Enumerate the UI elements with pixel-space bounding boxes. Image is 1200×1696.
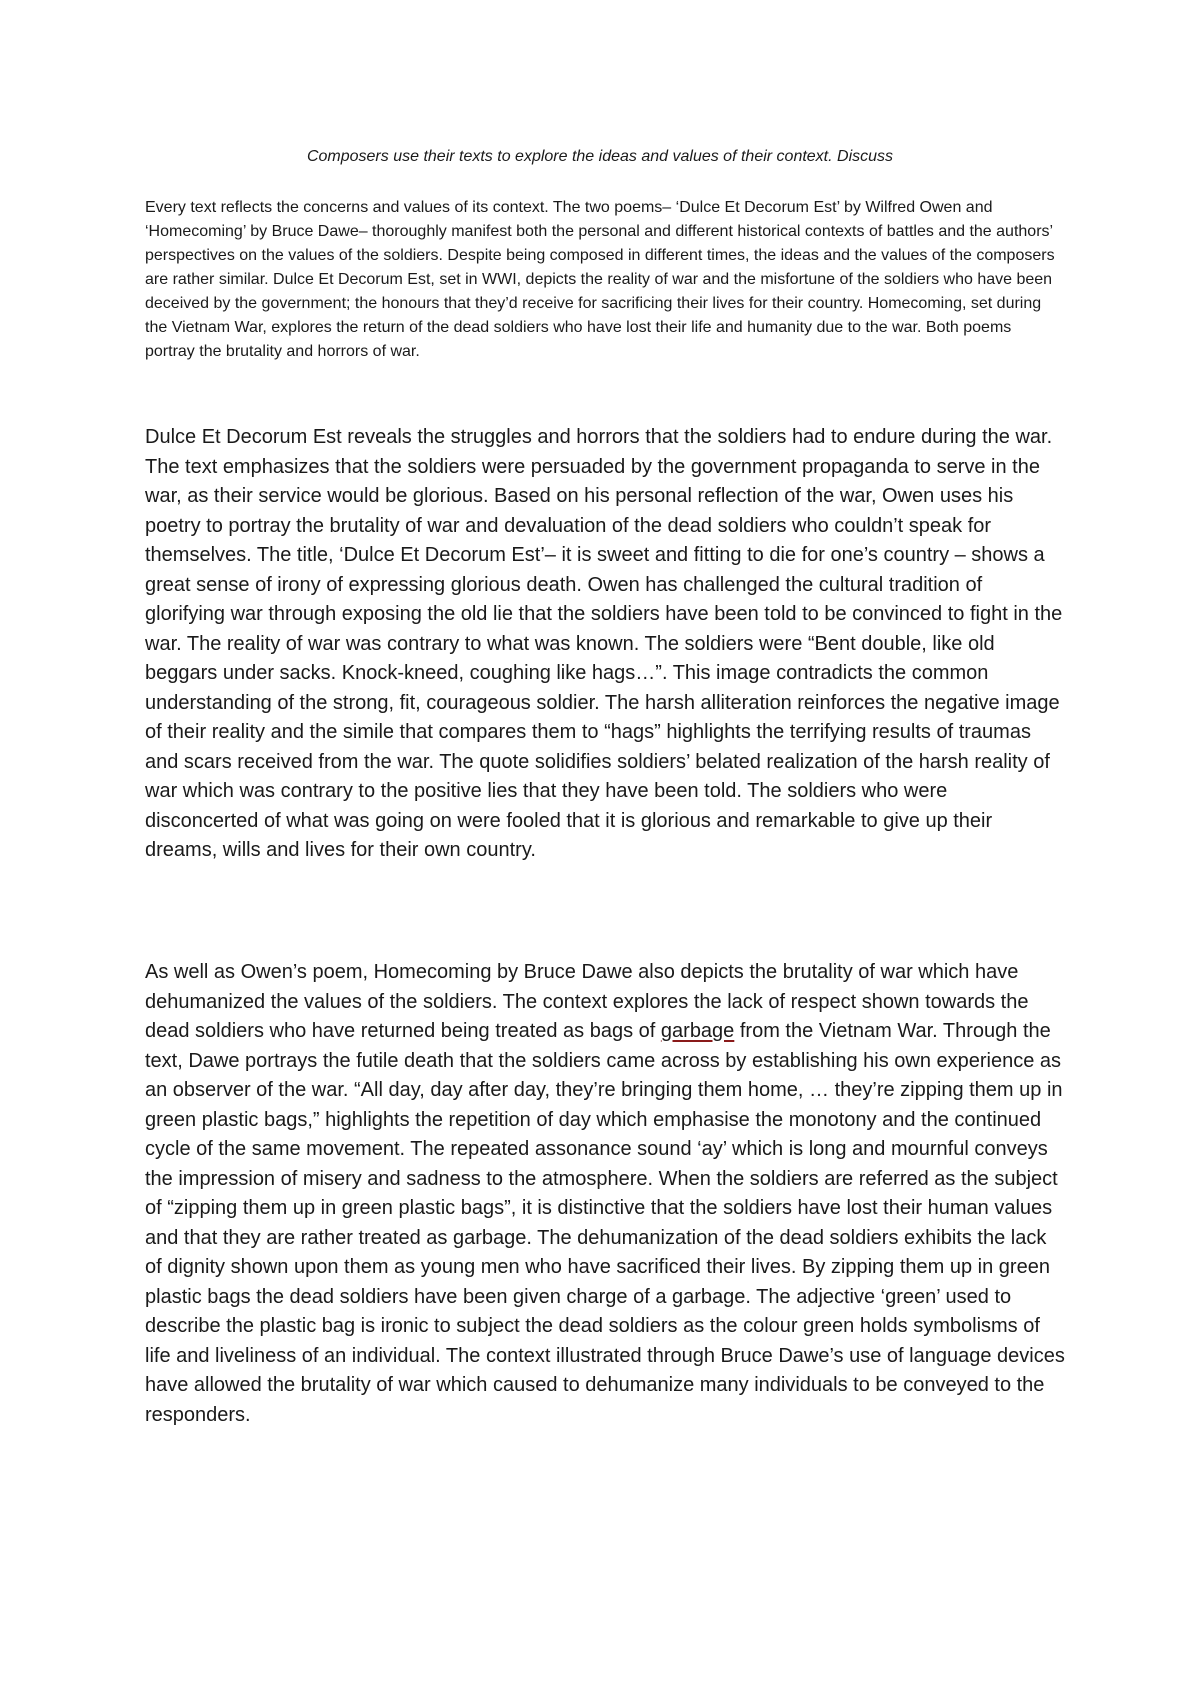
paragraph-text-segment: As well as Owen’s poem, Homecoming by Bruce Dawe also depicts the brutality of war which have dehumanized the values of the soldiers. The context explores the lack of respect shown towards the dead soldiers who have returned being treated as bags of — [145, 961, 1029, 1042]
essay-title: Composers use their texts to explore the ideas and values of their context. Discuss — [306, 148, 894, 165]
underlined-word: garbage — [660, 1020, 735, 1042]
body-paragraph-dawe — [145, 958, 1065, 1430]
intro-paragraph: Every text reflects the concerns and values of its context. The two poems– ‘Dulce Et Decorum Est’ by Wilfred Owen and ‘Homecoming’ by Bruce Dawe– thoroughly manifest both the personal and different historical contexts of battles and the authors’ perspectives on the values of the soldiers. Despite being composed in different times, the ideas and the values of the composers are rather similar. Dulce Et Decorum Est, set in WWI, depicts the reality of war and the misfortune of the soldiers who have been deceived by the government; the honours that they’d receive for sacrificing their lives for their country. Homecoming, set during the Vietnam War, explores the return of the dead soldiers who have lost their life and humanity due to the war. Both poems portray the brutality and horrors of war. — [145, 199, 1055, 360]
body-paragraph-owen: Dulce Et Decorum Est reveals the struggles and horrors that the soldiers had to endure during the war. The text emphasizes that the soldiers were persuaded by the government propaganda to serve in the war, as their service would be glorious. Based on his personal reflection of the war, Owen uses his poetry to portray the brutality of war and devaluation of the dead soldiers who couldn’t speak for themselves. The title, ‘Dulce Et Decorum Est’– it is sweet and fitting to die for one’s country – shows a great sense of irony of expressing glorious death. Owen has challenged the cultural tradition of glorifying war through exposing the old lie that the soldiers have been told to be convinced to fight in the war. The reality of war was contrary to what was known. The soldiers were “Bent double, like old beggars under sacks. Knock-kneed, coughing like hags…”. This image contradicts the common understanding of the strong, fit, courageous soldier. The harsh alliteration reinforces the negative image of their reality and the simile that compares them to “hags” highlights the terrifying results of traumas and scars received from the war. The quote solidifies soldiers’ belated realization of the harsh reality of war which was contrary to the positive lies that they have been told. The soldiers who were disconcerted of what was going on were fooled that it is glorious and remarkable to give up their dreams, wills and lives for their own country. — [145, 426, 1063, 861]
paragraph-text-segment: from the Vietnam War. Through the text, Dawe portrays the futile death that the soldiers came across by establishing his own experience as an observer of the war. “All day, day after day, they’re bringing them home, … they’re zipping them up in green plastic bags,” highlights the repetition of day which emphasise the monotony and the continued cycle of the same movement. The repeated assonance sound ‘ay’ which is long and mournful conveys the impression of misery and sadness to the atmosphere. When the soldiers are referred as the subject of “zipping them up in green plastic bags”, it is distinctive that the soldiers have lost their human values and that they are rather treated as garbage. The dehumanization of the dead soldiers exhibits the lack of dignity shown upon them as young men who have sacrificed their lives. By zipping them up in green plastic bags the dead soldiers have been given charge of a garbage. The adjective ‘green’ used to describe the plastic bag is ironic to subject the dead soldiers as the colour green holds symbolisms of life and liveliness of an individual. The context illustrated through Bruce Dawe’s use of language devices have allowed the brutality of war which caused to dehumanize many individuals to be conveyed to the responders. — [145, 1020, 1065, 1426]
